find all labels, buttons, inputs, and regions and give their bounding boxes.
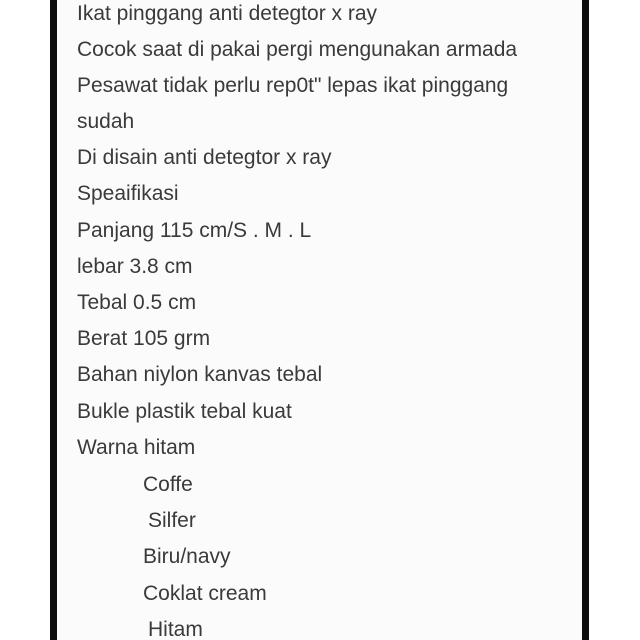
text-line-tebal: Tebal 0.5 cm xyxy=(77,291,197,314)
text-line-lebar: lebar 3.8 cm xyxy=(77,255,193,278)
text-line-panjang: Panjang 115 cm/S . M . L xyxy=(77,219,312,242)
color-item-hitam: Hitam xyxy=(148,618,203,640)
text-line-disain: Di disain anti detegtor x ray xyxy=(77,146,332,169)
text-line-spesifikasi: Speaifikasi xyxy=(77,182,179,205)
color-item-coffe: Coffe xyxy=(143,473,193,496)
text-line-pesawat: Pesawat tidak perlu rep0t" lepas ikat pinggang xyxy=(77,74,509,97)
color-item-coklat-cream: Coklat cream xyxy=(143,582,267,605)
text-line-title: Ikat pinggang anti detegtor x ray xyxy=(77,2,378,25)
text-line-sudah: sudah xyxy=(77,110,135,133)
text-line-armada: Cocok saat di pakai pergi mengunakan armada xyxy=(77,38,518,61)
right-border-bar xyxy=(582,0,589,640)
text-line-bukle: Bukle plastik tebal kuat xyxy=(77,400,292,423)
description-text-area xyxy=(57,0,582,640)
color-item-silfer: Silfer xyxy=(148,509,196,532)
text-line-warna: Warna hitam xyxy=(77,436,196,459)
left-border-bar xyxy=(50,0,57,640)
color-item-biru-navy: Biru/navy xyxy=(143,545,231,568)
text-line-berat: Berat 105 grm xyxy=(77,327,211,350)
text-line-bahan: Bahan niylon kanvas tebal xyxy=(77,363,323,386)
